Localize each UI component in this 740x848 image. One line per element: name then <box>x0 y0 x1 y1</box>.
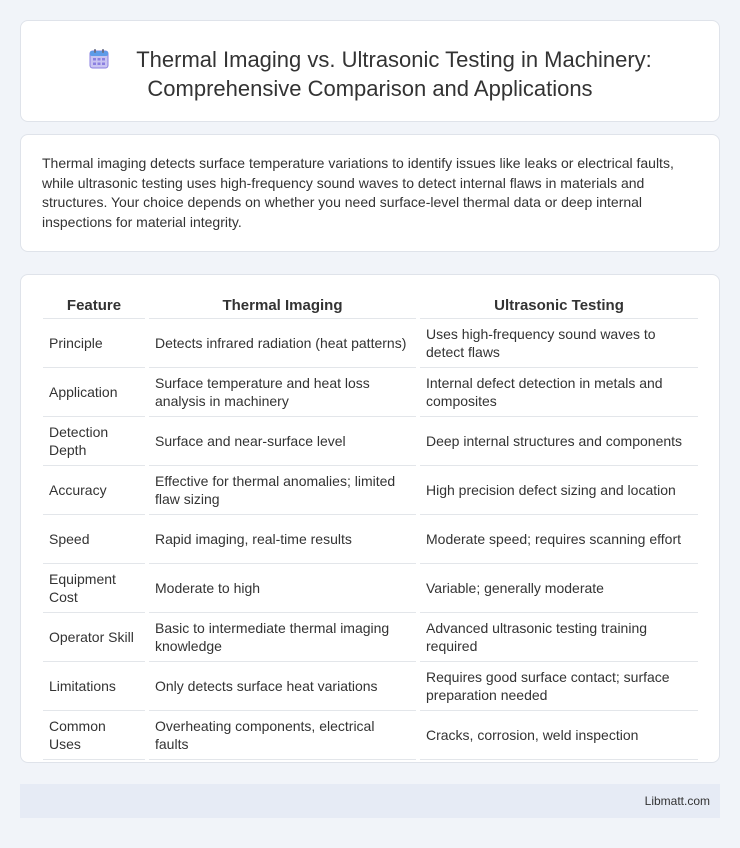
table-row <box>43 661 698 710</box>
table-row <box>43 318 698 367</box>
thermal-cell: Surface temperature and heat loss analysis in machinery <box>147 367 418 416</box>
calendar-icon <box>88 48 110 70</box>
footer-brand-link[interactable]: Libmatt.com <box>644 794 710 808</box>
thermal-cell: Surface and near-surface level <box>147 416 418 465</box>
ultrasonic-cell: Internal defect detection in metals and composites <box>418 367 698 416</box>
feature-cell: Principle <box>43 318 147 367</box>
feature-cell: Detection Depth <box>43 416 147 465</box>
feature-cell: Limitations <box>43 661 147 710</box>
column-header-thermal: Thermal Imaging <box>147 296 418 318</box>
ultrasonic-cell: Requires good surface contact; surface preparation needed <box>418 661 698 710</box>
ultrasonic-cell: Uses high-frequency sound waves to detect flaws <box>418 318 698 367</box>
thermal-cell: Only detects surface heat variations <box>147 661 418 710</box>
table-row <box>43 416 698 465</box>
feature-cell: Equipment Cost <box>43 563 147 612</box>
intro-card <box>20 134 720 252</box>
table-row <box>43 612 698 661</box>
feature-cell: Common Uses <box>43 710 147 759</box>
column-header-feature: Feature <box>43 296 147 318</box>
table-row <box>43 710 698 759</box>
table-row <box>43 465 698 514</box>
table-row <box>43 367 698 416</box>
comparison-table <box>43 296 698 760</box>
thermal-cell: Detects infrared radiation (heat patterns) <box>147 318 418 367</box>
thermal-cell: Rapid imaging, real-time results <box>147 514 418 563</box>
title-card <box>20 20 720 122</box>
table-row <box>43 563 698 612</box>
ultrasonic-cell: Moderate speed; requires scanning effort <box>418 514 698 563</box>
table-header-row <box>43 296 698 318</box>
ultrasonic-cell: Cracks, corrosion, weld inspection <box>418 710 698 759</box>
comparison-table-card <box>20 274 720 763</box>
feature-cell: Accuracy <box>43 465 147 514</box>
page-title-line1 <box>21 45 719 74</box>
ultrasonic-cell: Deep internal structures and components <box>418 416 698 465</box>
feature-cell: Operator Skill <box>43 612 147 661</box>
page-title <box>21 45 719 103</box>
page-title-line2: Comprehensive Comparison and Applications <box>147 76 593 101</box>
feature-cell: Application <box>43 367 147 416</box>
thermal-cell: Overheating components, electrical faults <box>147 710 418 759</box>
footer <box>20 784 720 818</box>
table-row <box>43 514 698 563</box>
column-header-ultrasonic: Ultrasonic Testing <box>418 296 698 318</box>
thermal-cell: Effective for thermal anomalies; limited flaw sizing <box>147 465 418 514</box>
page-title-text-line1: Thermal Imaging vs. Ultrasonic Testing in Machinery: <box>136 47 652 72</box>
ultrasonic-cell: Variable; generally moderate <box>418 563 698 612</box>
ultrasonic-cell: High precision defect sizing and location <box>418 465 698 514</box>
intro-text: Thermal imaging detects surface temperature variations to identify issues like leaks or electrical faults, while ultrasonic testing uses high-frequency sound waves to detect internal flaws in materials and structures. Your choice depends on whether you need surface-level thermal data or deep internal inspections for material integrity. <box>42 155 674 230</box>
feature-cell: Speed <box>43 514 147 563</box>
thermal-cell: Basic to intermediate thermal imaging knowledge <box>147 612 418 661</box>
ultrasonic-cell: Advanced ultrasonic testing training required <box>418 612 698 661</box>
thermal-cell: Moderate to high <box>147 563 418 612</box>
